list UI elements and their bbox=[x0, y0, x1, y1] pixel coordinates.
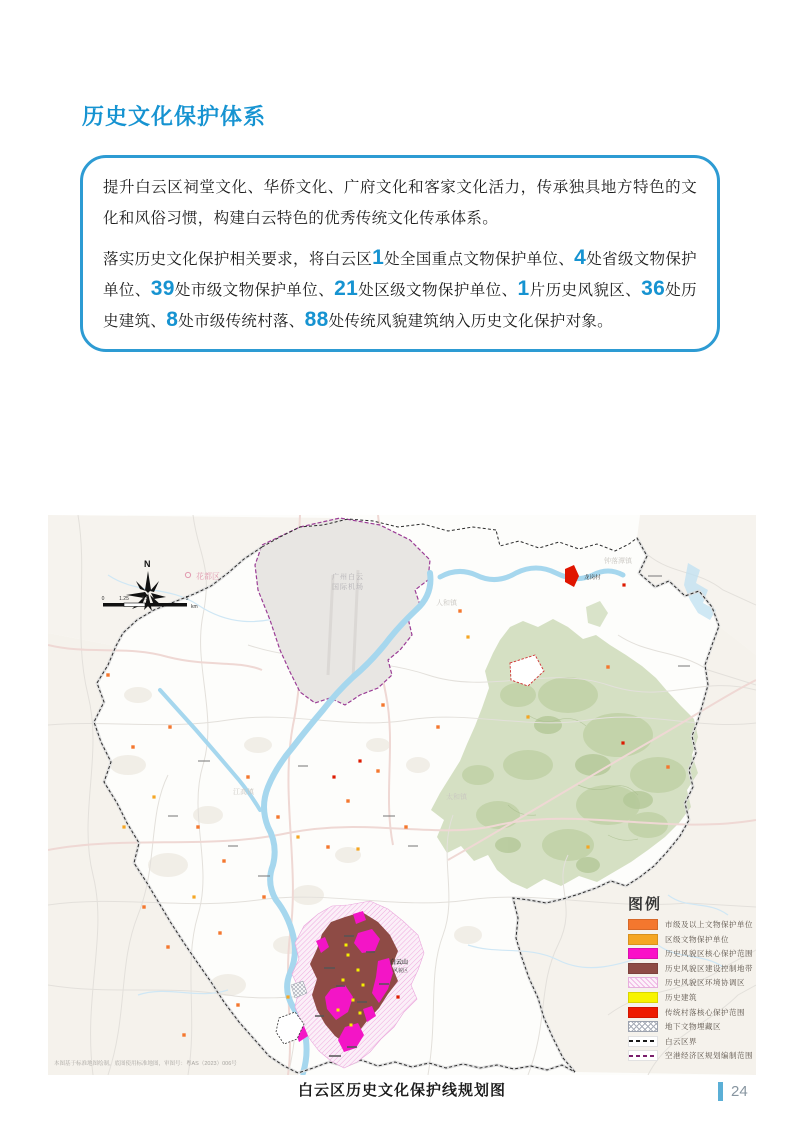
page-title: 历史文化保护体系 bbox=[82, 104, 267, 129]
highlight-number: 21 bbox=[334, 277, 359, 300]
legend-swatch bbox=[628, 1036, 658, 1047]
legend-label: 历史建筑 bbox=[665, 992, 697, 1002]
legend-item bbox=[628, 963, 756, 974]
legend-swatch bbox=[628, 1007, 658, 1018]
paragraph-text: 片历史风貌区、 bbox=[529, 282, 642, 299]
highlight-number: 8 bbox=[166, 308, 179, 331]
legend-item bbox=[628, 977, 756, 988]
legend-swatch bbox=[628, 977, 658, 988]
highlight-number: 1 bbox=[372, 246, 385, 269]
legend-label: 传统村落核心保护范围 bbox=[665, 1007, 745, 1017]
legend-label: 白云区界 bbox=[665, 1036, 697, 1046]
highlight-number: 88 bbox=[304, 308, 329, 331]
legend-item bbox=[628, 948, 756, 959]
legend-item bbox=[628, 992, 756, 1003]
jianggao-town-label: 江高镇 bbox=[233, 789, 254, 796]
intro-callout bbox=[80, 155, 720, 352]
paragraph-text: 处区级文物保护单位、 bbox=[358, 282, 518, 299]
paragraph-text: 处全国重点文物保护单位、 bbox=[384, 251, 575, 268]
legend-swatch bbox=[628, 934, 658, 945]
paragraph-text: 处省级文物保护单位、 bbox=[103, 251, 697, 299]
legend-label: 地下文物埋藏区 bbox=[665, 1022, 721, 1032]
legend-swatch bbox=[628, 1050, 658, 1061]
legend-label: 区级文物保护单位 bbox=[665, 934, 729, 944]
page-number-bar bbox=[718, 1082, 723, 1101]
legend-items bbox=[628, 919, 756, 1061]
legend-item bbox=[628, 1036, 756, 1047]
highlight-number: 39 bbox=[150, 277, 175, 300]
zhongluotan-town-label: 钟落潭镇 bbox=[604, 558, 632, 565]
paragraph-text: 处市级传统村落、 bbox=[178, 313, 305, 330]
highlight-number: 4 bbox=[574, 246, 587, 269]
scale-tick-2: 2.5 bbox=[141, 596, 149, 602]
scale-tick-3: 5 bbox=[185, 596, 189, 602]
legend-swatch bbox=[628, 963, 658, 974]
north-label: N bbox=[144, 559, 151, 569]
taihe-town-label: 太和镇 bbox=[446, 794, 467, 801]
baiyunshan-label-line1: 白云山 bbox=[390, 960, 409, 966]
legend bbox=[628, 893, 756, 1065]
legend-swatch bbox=[628, 992, 658, 1003]
callout-paragraph-1: 提升白云区祠堂文化、华侨文化、广府文化和客家文化活力，传承独具地方特色的文化和风俗习惯，构建白云特色的优秀传统文化传承体系。 bbox=[103, 179, 697, 227]
legend-label: 历史风貌区环境协调区 bbox=[665, 978, 745, 988]
legend-item bbox=[628, 919, 756, 930]
paragraph-text: 落实历史文化保护相关要求，将白云区 bbox=[103, 251, 373, 268]
highlight-number: 1 bbox=[517, 277, 530, 300]
legend-title: 图例 bbox=[628, 896, 663, 913]
legend-label: 市级及以上文物保护单位 bbox=[665, 920, 753, 929]
airport-label-line1: 广州白云 bbox=[332, 574, 364, 581]
legend-item bbox=[628, 1050, 756, 1061]
legend-swatch bbox=[628, 1021, 658, 1032]
scale-tick-1: 1.25 bbox=[119, 596, 129, 602]
airport-label-line2: 国际机场 bbox=[332, 584, 364, 591]
callout-paragraph-2 bbox=[103, 244, 697, 337]
legend-item bbox=[628, 934, 756, 945]
map-caption: 白云区历史文化保护线规划图 bbox=[297, 1082, 506, 1099]
scale-tick-0: 0 bbox=[101, 596, 105, 602]
map-figure bbox=[48, 515, 756, 1075]
paragraph-text: 处传统风貌建筑纳入历史文化保护对象。 bbox=[328, 313, 613, 330]
highlight-number: 36 bbox=[641, 277, 666, 300]
huadu-district-label: 花都区 bbox=[196, 572, 220, 581]
village-label: 龙岗村 bbox=[584, 575, 601, 581]
page-number: 24 bbox=[731, 1083, 748, 1100]
legend-swatch bbox=[628, 919, 658, 930]
legend-label: 历史风貌区建设控制地带 bbox=[665, 963, 753, 973]
legend-item bbox=[628, 1021, 756, 1032]
legend-item bbox=[628, 1007, 756, 1018]
renhe-town-label: 人和镇 bbox=[436, 600, 457, 607]
paragraph-text: 处市级文物保护单位、 bbox=[174, 282, 335, 299]
paragraph-text: 处历史建筑、 bbox=[103, 282, 697, 330]
legend-label: 空港经济区规划编制范围 bbox=[665, 1051, 753, 1061]
baiyunshan-label-line2: 风貌区 bbox=[393, 968, 409, 974]
scale-unit: km bbox=[191, 604, 198, 610]
legend-swatch bbox=[628, 948, 658, 959]
legend-label: 历史风貌区核心保护范围 bbox=[665, 949, 753, 959]
attribution-note: 本图基于标准地图绘制，底图使用标准地图，审图号：粤AS（2023）006号 bbox=[54, 1061, 237, 1067]
